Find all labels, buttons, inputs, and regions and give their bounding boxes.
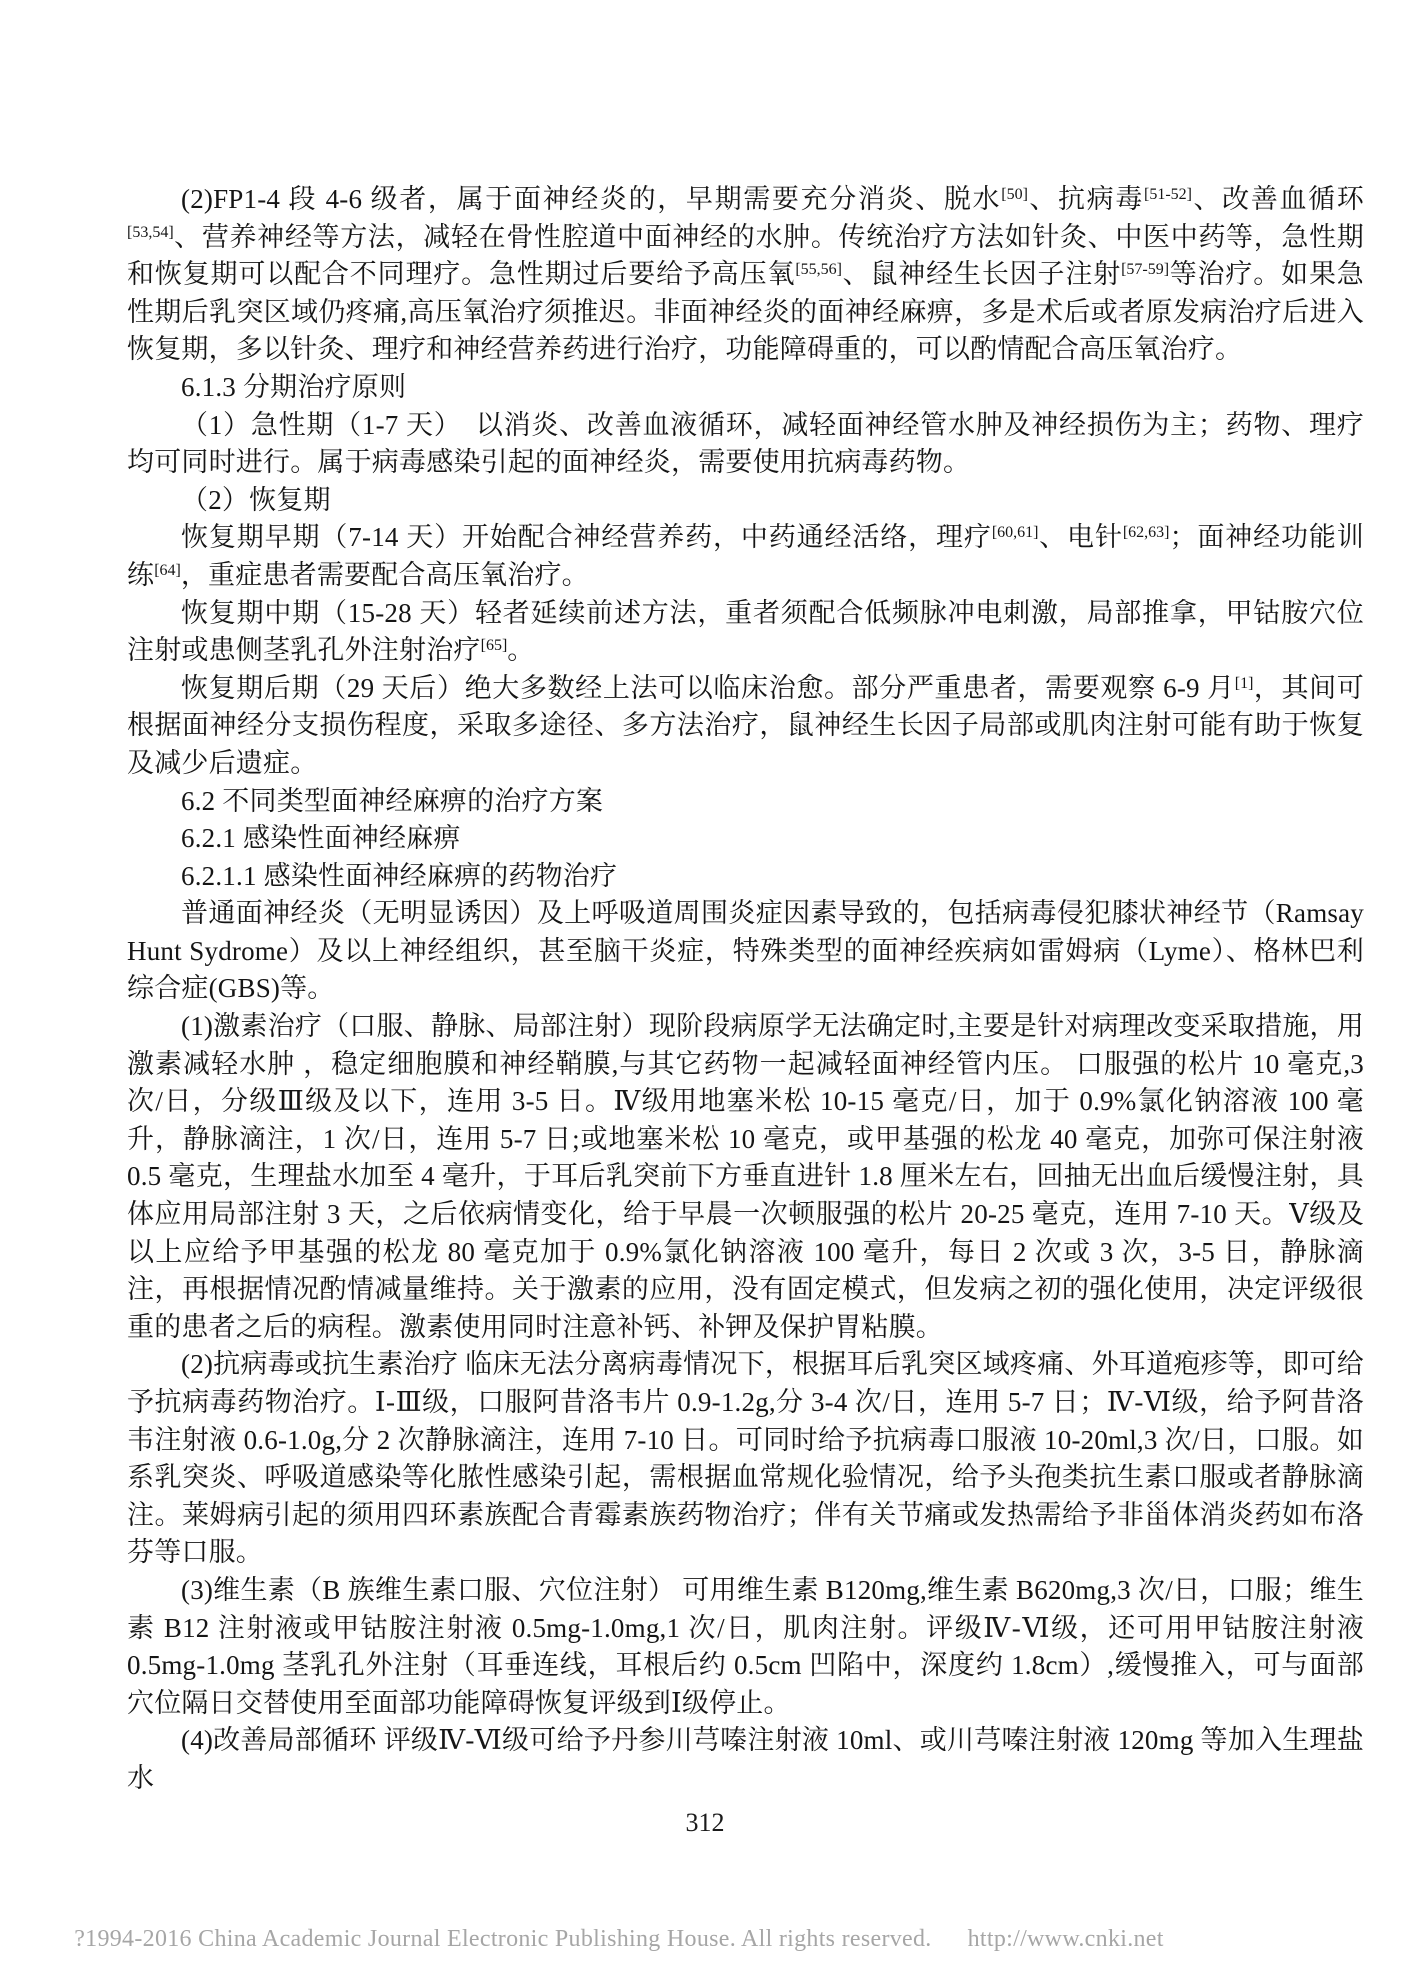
- section-heading: 6.2.1 感染性面神经麻痹: [181, 823, 461, 854]
- paragraph: (1)激素治疗（口服、静脉、局部注射）现阶段病原学无法确定时,主要是针对病理改变采取措施，用激素减轻水肿 ，稳定细胞膜和神经鞘膜,与其它药物一起减轻面神经管内压。 口服强的松片 10 毫克,3 次/日，分级Ⅲ级及以下，连用 3-5 日。Ⅳ级用地塞米松 10-15 毫克/日，加于 0.9%氯化钠溶液 100 毫升，静脉滴注，1 次/日，连用 5-7 日;或地塞米松 10 毫克，或甲基强的松龙 40 毫克，加弥可保注射液 0.5 毫克，生理盐水加至 4 毫升，于耳后乳突前下方垂直进针 1.8 厘米左右，回抽无出血后缓慢注射，具体应用局部注射 3 天，之后依病情变化，给于早晨一次顿服强的松片 20-25 毫克，连用 7-10 天。Ⅴ级及以上应给予甲基强的松龙 80 毫克加于 0.9%氯化钠溶液 100 毫升，每日 2 次或 3 次，3-5 日，静脉滴注，再根据情况酌情减量维持。关于激素的应用，没有固定模式，但发病之初的强化使用，决定评级很重的患者之后的病程。激素使用同时注意补钙、补钾及保护胃粘膜。: [127, 1011, 1364, 1342]
- citation-ref: [51-52]: [1144, 186, 1192, 203]
- paragraph: (2)抗病毒或抗生素治疗 临床无法分离病毒情况下，根据耳后乳突区域疼痛、外耳道疱疹等，即可给予抗病毒药物治疗。Ⅰ-Ⅲ级，口服阿昔洛韦片 0.9-1.2g,分 3-4 次/日，连用 5-7 日；Ⅳ-Ⅵ级，给予阿昔洛韦注射液 0.6-1.0g,分 2 次静脉滴注，连用 7-10 日。可同时给予抗病毒口服液 10-20ml,3 次/日，口服。如系乳突炎、呼吸道感染等化脓性感染引起，需根据血常规化验情况，给予头孢类抗生素口服或者静脉滴注。莱姆病引起的须用四环素族配合青霉素族药物治疗；伴有关节痛或发热需给予非甾体消炎药如布洛芬等口服。: [127, 1349, 1364, 1568]
- section-heading: 6.1.3 分期治疗原则: [181, 371, 407, 402]
- citation-ref: [55,56]: [795, 261, 842, 279]
- citation-ref: [65]: [480, 637, 508, 655]
- page-number: 312: [685, 1808, 725, 1837]
- citation-ref: [1]: [1234, 674, 1254, 692]
- paragraph: (4)改善局部循环 评级Ⅳ-Ⅵ级可给予丹参川芎嗪注射液 10ml、或川芎嗪注射液 120mg 等加入生理盐水: [127, 1725, 1364, 1793]
- citation-ref: [53,54]: [127, 223, 174, 241]
- cnki-url: http://www.cnki.net: [967, 1926, 1164, 1952]
- paragraph: 普通面神经炎（无明显诱因）及上呼吸道周围炎症因素导致的，包括病毒侵犯膝状神经节（Ramsay Hunt Sydrome）及以上神经组织，甚至脑干炎症，特殊类型的面神经疾病如雷姆病（Lyme）、格林巴利综合症(GBS)等。: [127, 898, 1364, 1004]
- paragraph: （2）恢复期: [181, 484, 331, 515]
- copyright-footer: [49, 1899, 1164, 1972]
- paragraph: （1）急性期（1-7 天） 以消炎、改善血液循环，减轻面神经管水肿及神经损伤为主；药物、理疗均可同时进行。属于病毒感染引起的面神经炎，需要使用抗病毒药物。: [127, 409, 1364, 478]
- citation-ref: [57-59]: [1121, 261, 1170, 279]
- paragraph: (2)FP1-4 段 4-6 级者，属于面神经炎的，早期需要充分消炎、脱水[50]、抗病毒[51-52]、改善血循环[53,54]、营养神经等方法，减轻在骨性腔道中面神经的水肿。传统治疗方法如针灸、中医中药等，急性期和恢复期可以配合不同理疗。急性期过后要给予高压氧[55,56]、鼠神经生长因子注射[57-59]等治疗。如果急性期后乳突区域仍疼痛,高压氧治疗须推迟。非面神经炎的面神经麻痹，多是术后或者原发病治疗后进入恢复期，多以针灸、理疗和神经营养药进行治疗，功能障碍重的，可以酌情配合高压氧治疗。: [127, 184, 1364, 365]
- citation-ref: [50]: [1001, 186, 1028, 203]
- paragraph: (3)维生素（B 族维生素口服、穴位注射） 可用维生素 B120mg,维生素 B620mg,3 次/日，口服；维生素 B12 注射液或甲钴胺注射液 0.5mg-1.0mg,1 次/日，肌肉注射。评级Ⅳ-Ⅵ级，还可用甲钴胺注射液 0.5mg-1.0mg 茎乳孔外注射（耳垂连线，耳根后约 0.5cm 凹陷中，深度约 1.8cm）,缓慢推入，可与面部穴位隔日交替使用至面部功能障碍恢复评级到Ⅰ级停止。: [127, 1574, 1364, 1718]
- paragraph: 恢复期早期（7-14 天）开始配合神经营养药，中药通经活络，理疗[60,61]、电针[62,63]；面神经功能训练[64]，重症患者需要配合高压氧治疗。: [127, 522, 1364, 590]
- section-heading: 6.2.1.1 感染性面神经麻痹的药物治疗: [181, 860, 618, 891]
- article-body: [127, 181, 1364, 1798]
- paragraph: 恢复期后期（29 天后）绝大多数经上法可以临床治愈。部分严重患者，需要观察 6-9 月[1]，其间可根据面神经分支损伤程度，采取多途径、多方法治疗，鼠神经生长因子局部或肌肉注射可能有助于恢复及减少后遗症。: [127, 672, 1364, 778]
- section-heading: 6.2 不同类型面神经麻痹的治疗方案: [181, 785, 604, 816]
- citation-ref: [62,63]: [1122, 524, 1170, 542]
- copyright-text: ?1994-2016 China Academic Journal Electronic Publishing House. All rights reserved.: [74, 1926, 932, 1952]
- citation-ref: [64]: [154, 561, 181, 579]
- paragraph: 恢复期中期（15-28 天）轻者延续前述方法，重者须配合低频脉冲电刺激，局部推拿，甲钴胺穴位注射或患侧茎乳孔外注射治疗[65]。: [127, 597, 1364, 666]
- citation-ref: [60,61]: [991, 524, 1039, 542]
